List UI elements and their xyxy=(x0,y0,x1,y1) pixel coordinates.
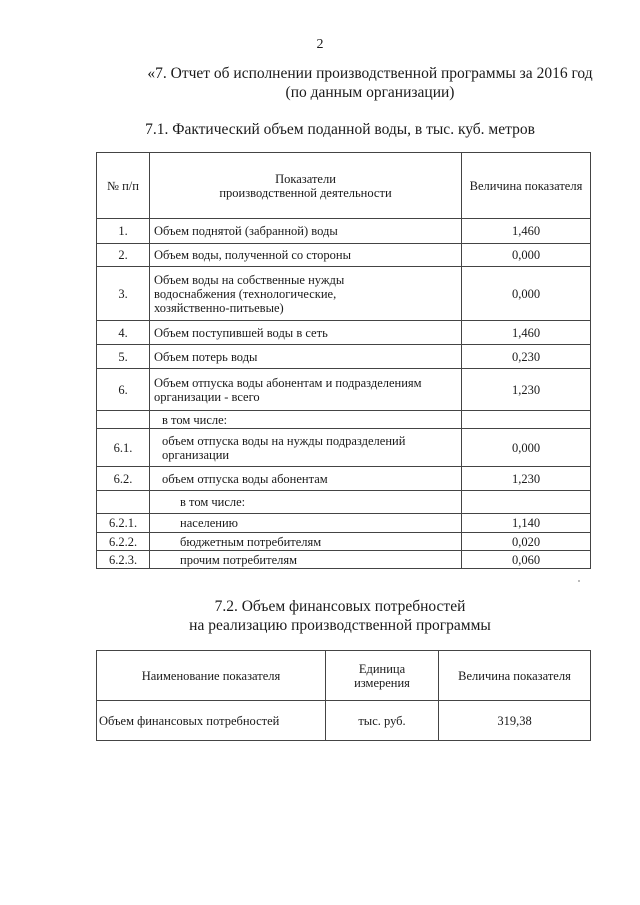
row-value: 0,000 xyxy=(462,244,591,267)
row-label: прочим потребителям xyxy=(150,551,462,569)
header-unit-line2: измерения xyxy=(354,675,410,690)
row-label: объем отпуска воды на нужды подразделений организации xyxy=(150,429,462,467)
row-num: 4. xyxy=(97,321,150,345)
row-value: 0,060 xyxy=(462,551,591,569)
section-7-2-title-line1: 7.2. Объем финансовых потребностей xyxy=(214,598,466,615)
table-row xyxy=(97,429,591,467)
section-7-2-title-line2: на реализацию производственной программы xyxy=(189,617,491,634)
row-value xyxy=(462,491,591,514)
row-label: Объем воды на собственные нужды водоснабжения (технологические, хозяйственно-питьевые) xyxy=(150,267,462,321)
row-num: 3. xyxy=(97,267,150,321)
header-indicator-line1: Показатели xyxy=(275,171,336,186)
row-name: Объем финансовых потребностей xyxy=(97,701,326,741)
table-row xyxy=(97,244,591,267)
row-num: 6.2.3. xyxy=(97,551,150,569)
row-label: в том числе: xyxy=(150,411,462,429)
row-value: 319,38 xyxy=(439,701,591,741)
table-row xyxy=(97,345,591,369)
financial-needs-table xyxy=(96,650,591,741)
row-label: Объем воды, полученной со стороны xyxy=(150,244,462,267)
row-num xyxy=(97,411,150,429)
row-num: 6. xyxy=(97,369,150,411)
table-row xyxy=(97,551,591,569)
row-label: бюджетным потребителям xyxy=(150,533,462,551)
table-row xyxy=(97,219,591,244)
row-value: 0,020 xyxy=(462,533,591,551)
table-row xyxy=(97,701,591,741)
row-value: 1,460 xyxy=(462,321,591,345)
section-7-1-title: 7.1. Фактический объем поданной воды, в тыс. куб. метров xyxy=(145,121,535,138)
row-value: 1,140 xyxy=(462,514,591,533)
section-7-2-title xyxy=(100,597,580,635)
header-value: Величина показателя xyxy=(439,651,591,701)
header-unit-line1: Единица xyxy=(358,661,406,676)
header-name: Наименование показателя xyxy=(97,651,326,701)
row-label: Объем поднятой (забранной) воды xyxy=(150,219,462,244)
table-header-row xyxy=(97,651,591,701)
header-unit xyxy=(326,651,439,701)
water-volume-table xyxy=(96,152,591,569)
row-num: 6.2. xyxy=(97,467,150,491)
row-num: 5. xyxy=(97,345,150,369)
table-row xyxy=(97,369,591,411)
table-header-row xyxy=(97,153,591,219)
row-label: Объем отпуска воды абонентам и подразделениям организации - всего xyxy=(150,369,462,411)
report-title xyxy=(130,64,610,102)
table-row xyxy=(97,491,591,514)
table-row xyxy=(97,533,591,551)
row-value: 1,460 xyxy=(462,219,591,244)
header-indicator-line2: производственной деятельности xyxy=(219,185,392,200)
table-row xyxy=(97,267,591,321)
report-title-line2: (по данным организации) xyxy=(285,84,455,101)
row-value: 1,230 xyxy=(462,467,591,491)
page-number: 2 xyxy=(316,37,324,52)
row-num: 6.2.1. xyxy=(97,514,150,533)
row-num: 1. xyxy=(97,219,150,244)
table-row xyxy=(97,514,591,533)
row-value: 1,230 xyxy=(462,369,591,411)
header-indicator xyxy=(150,153,462,219)
row-unit: тыс. руб. xyxy=(326,701,439,741)
row-num: 6.2.2. xyxy=(97,533,150,551)
row-label: объем отпуска воды абонентам xyxy=(150,467,462,491)
table-row xyxy=(97,411,591,429)
row-value: 0,230 xyxy=(462,345,591,369)
scan-speck xyxy=(578,580,580,582)
table-row xyxy=(97,467,591,491)
row-value: 0,000 xyxy=(462,429,591,467)
row-num: 6.1. xyxy=(97,429,150,467)
row-label: Объем поступившей воды в сеть xyxy=(150,321,462,345)
header-num: № п/п xyxy=(97,153,150,219)
row-label: населению xyxy=(150,514,462,533)
row-num xyxy=(97,491,150,514)
row-value xyxy=(462,411,591,429)
row-label: в том числе: xyxy=(150,491,462,514)
report-title-line1: «7. Отчет об исполнении производственной программы за 2016 год xyxy=(147,65,593,82)
header-value: Величина показателя xyxy=(462,153,591,219)
row-value: 0,000 xyxy=(462,267,591,321)
row-label: Объем потерь воды xyxy=(150,345,462,369)
table-row xyxy=(97,321,591,345)
row-num: 2. xyxy=(97,244,150,267)
